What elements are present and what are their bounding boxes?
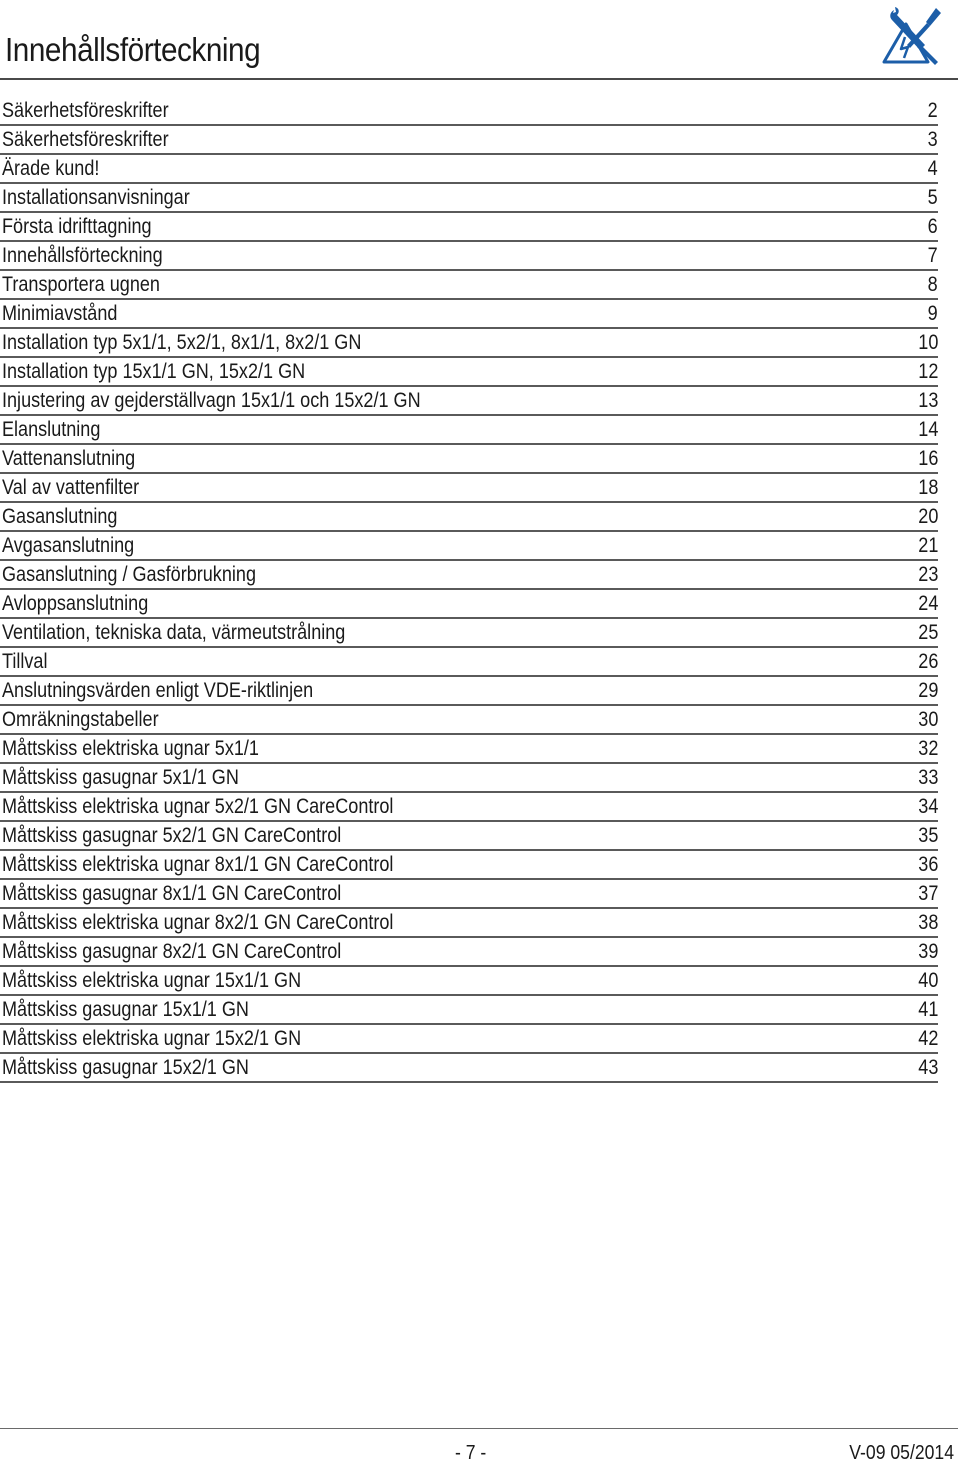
toc-entry[interactable]	[0, 706, 938, 735]
toc-entry[interactable]	[0, 155, 938, 184]
footer-divider	[0, 1428, 958, 1429]
toc-entry[interactable]	[0, 735, 938, 764]
toc-entry-title: Ventilation, tekniska data, värmeutstrålning	[2, 621, 346, 644]
toc-entry-page: 26	[917, 650, 938, 673]
toc-entry-title: Avloppsanslutning	[2, 592, 149, 615]
toc-entry-page: 18	[917, 476, 938, 499]
toc-entry[interactable]	[0, 909, 938, 938]
toc-entry-page: 14	[917, 418, 938, 441]
toc-entry-page: 36	[917, 853, 938, 876]
version-label: V-09 05/2014	[849, 1442, 954, 1464]
toc-entry-page: 5	[927, 186, 938, 209]
page-title: Innehållsförteckning	[5, 31, 261, 68]
toc-entry-title: Innehållsförteckning	[2, 244, 163, 267]
toc-entry[interactable]	[0, 126, 938, 155]
toc-entry-page: 6	[927, 215, 938, 238]
header-divider	[0, 78, 958, 80]
toc-entry-page: 20	[917, 505, 938, 528]
toc-entry-title: Måttskiss elektriska ugnar 8x2/1 GN CareControl	[2, 911, 394, 934]
toc-entry-title: Säkerhetsföreskrifter	[2, 99, 169, 122]
toc-entry-title: Måttskiss elektriska ugnar 15x1/1 GN	[2, 969, 302, 992]
toc-entry-page: 35	[917, 824, 938, 847]
toc-entry-title: Gasanslutning / Gasförbrukning	[2, 563, 256, 586]
toc-entry[interactable]	[0, 184, 938, 213]
installation-tools-warning-icon	[880, 4, 946, 66]
toc-entry-page: 42	[917, 1027, 938, 1050]
toc-entry-page: 40	[917, 969, 938, 992]
toc-entry-page: 16	[917, 447, 938, 470]
toc-entry-title: Måttskiss elektriska ugnar 5x1/1	[2, 737, 259, 760]
toc-entry[interactable]	[0, 474, 938, 503]
toc-entry-title: Måttskiss gasugnar 15x1/1 GN	[2, 998, 249, 1021]
toc-entry-title: Elanslutning	[2, 418, 101, 441]
toc-entry-page: 10	[917, 331, 938, 354]
toc-entry[interactable]	[0, 561, 938, 590]
toc-entry[interactable]	[0, 764, 938, 793]
toc-entry-page: 29	[917, 679, 938, 702]
toc-entry-title: Måttskiss elektriska ugnar 5x2/1 GN CareControl	[2, 795, 394, 818]
toc-entry[interactable]	[0, 1054, 938, 1083]
toc-entry-title: Gasanslutning	[2, 505, 118, 528]
toc-entry-page: 21	[917, 534, 938, 557]
toc-entry-page: 37	[917, 882, 938, 905]
toc-entry-page: 9	[927, 302, 938, 325]
toc-entry[interactable]	[0, 938, 938, 967]
toc-entry-title: Installation typ 5x1/1, 5x2/1, 8x1/1, 8x2/1 GN	[2, 331, 362, 354]
toc-entry[interactable]	[0, 996, 938, 1025]
toc-entry-page: 4	[927, 157, 938, 180]
toc-entry[interactable]	[0, 503, 938, 532]
toc-entry-title: Måttskiss gasugnar 5x1/1 GN	[2, 766, 239, 789]
toc-entry-title: Transportera ugnen	[2, 273, 160, 296]
toc-entry-page: 33	[917, 766, 938, 789]
toc-entry[interactable]	[0, 619, 938, 648]
toc-entry-page: 39	[917, 940, 938, 963]
toc-entry-page: 13	[917, 389, 938, 412]
toc-entry-page: 32	[917, 737, 938, 760]
toc-entry-title: Avgasanslutning	[2, 534, 135, 557]
toc-entry-title: Säkerhetsföreskrifter	[2, 128, 169, 151]
toc-entry[interactable]	[0, 648, 938, 677]
toc-entry-title: Måttskiss elektriska ugnar 8x1/1 GN CareControl	[2, 853, 394, 876]
toc-entry[interactable]	[0, 822, 938, 851]
toc-entry[interactable]	[0, 590, 938, 619]
toc-entry[interactable]	[0, 97, 938, 126]
toc-entry[interactable]	[0, 213, 938, 242]
toc-entry[interactable]	[0, 445, 938, 474]
toc-entry[interactable]	[0, 532, 938, 561]
toc-entry-title: Första idrifttagning	[2, 215, 152, 238]
toc-entry-title: Måttskiss gasugnar 5x2/1 GN CareControl	[2, 824, 342, 847]
toc-entry-title: Vattenanslutning	[2, 447, 136, 470]
toc-entry[interactable]	[0, 967, 938, 996]
toc-entry[interactable]	[0, 851, 938, 880]
toc-entry-title: Måttskiss gasugnar 15x2/1 GN	[2, 1056, 249, 1079]
toc-entry[interactable]	[0, 677, 938, 706]
page-number: - 7 -	[455, 1442, 487, 1464]
toc-entry[interactable]	[0, 793, 938, 822]
toc-entry-title: Ärade kund!	[2, 157, 100, 180]
toc-entry[interactable]	[0, 271, 938, 300]
toc-entry-title: Måttskiss elektriska ugnar 15x2/1 GN	[2, 1027, 302, 1050]
toc-entry[interactable]	[0, 1025, 938, 1054]
toc-entry-title: Installation typ 15x1/1 GN, 15x2/1 GN	[2, 360, 306, 383]
toc-entry-page: 3	[927, 128, 938, 151]
toc-entry-page: 7	[927, 244, 938, 267]
toc-entry-page: 8	[927, 273, 938, 296]
toc-entry-page: 34	[917, 795, 938, 818]
toc-entry[interactable]	[0, 300, 938, 329]
toc-entry-page: 43	[917, 1056, 938, 1079]
toc-entry[interactable]	[0, 416, 938, 445]
toc-entry-page: 2	[927, 99, 938, 122]
toc-entry-page: 12	[917, 360, 938, 383]
toc-entry[interactable]	[0, 387, 938, 416]
toc-entry-title: Måttskiss gasugnar 8x2/1 GN CareControl	[2, 940, 342, 963]
toc-entry[interactable]	[0, 358, 938, 387]
toc-entry-title: Tillval	[2, 650, 48, 673]
toc-entry[interactable]	[0, 329, 938, 358]
toc-entry-page: 41	[917, 998, 938, 1021]
table-of-contents	[0, 97, 938, 1083]
toc-entry[interactable]	[0, 880, 938, 909]
toc-entry-title: Val av vattenfilter	[2, 476, 140, 499]
toc-entry-title: Anslutningsvärden enligt VDE-riktlinjen	[2, 679, 314, 702]
toc-entry-page: 30	[917, 708, 938, 731]
toc-entry-title: Omräkningstabeller	[2, 708, 159, 731]
toc-entry-page: 25	[917, 621, 938, 644]
toc-entry-title: Minimiavstånd	[2, 302, 118, 325]
toc-entry-page: 38	[917, 911, 938, 934]
toc-entry-title: Injustering av gejderställvagn 15x1/1 och 15x2/1 GN	[2, 389, 421, 412]
toc-entry-page: 23	[917, 563, 938, 586]
toc-entry-page: 24	[917, 592, 938, 615]
toc-entry-title: Installationsanvisningar	[2, 186, 190, 209]
toc-entry[interactable]	[0, 242, 938, 271]
toc-entry-title: Måttskiss gasugnar 8x1/1 GN CareControl	[2, 882, 342, 905]
